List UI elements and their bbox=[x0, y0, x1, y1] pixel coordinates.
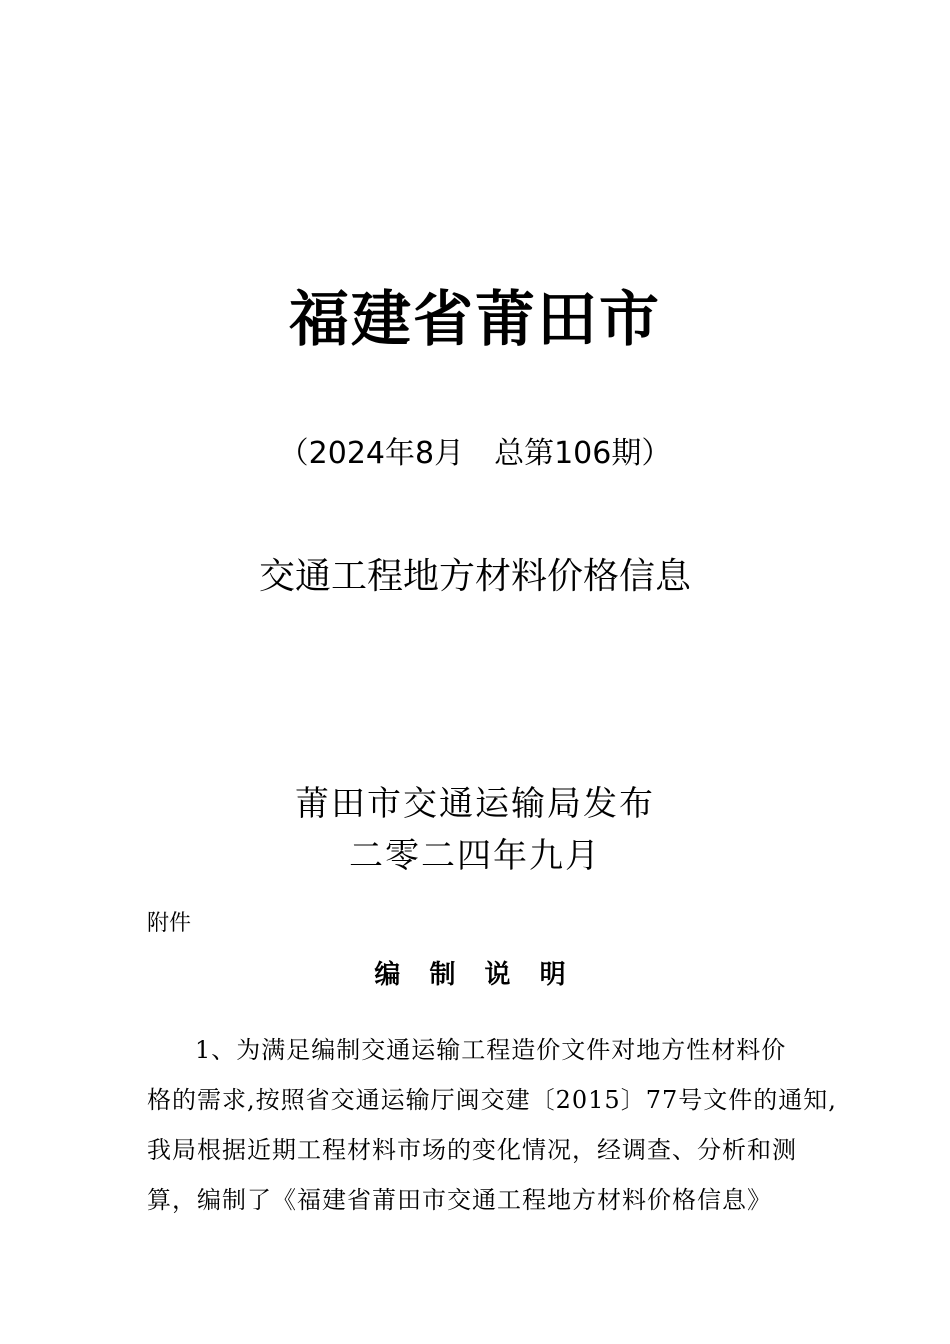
publication-date: 二零二四年九月 bbox=[349, 836, 601, 876]
paragraph-line: 我局根据近期工程材料市场的变化情况，经调查、分析和测 bbox=[147, 1136, 797, 1164]
document-title: 福建省莆田市 bbox=[289, 285, 661, 355]
section-heading: 编 制 说 明 bbox=[374, 960, 576, 990]
document-subject: 交通工程地方材料价格信息 bbox=[258, 556, 691, 597]
issue-info: （2024年8月 总第106期） bbox=[278, 436, 672, 471]
attachment-label: 附件 bbox=[147, 911, 192, 936]
publisher-line: 莆田市交通运输局发布 bbox=[295, 784, 655, 824]
paragraph-line: 1、为满足编制交通运输工程造价文件对地方性材料价 bbox=[195, 1036, 787, 1064]
paragraph-line: 格的需求,按照省交通运输厅闽交建〔2015〕77号文件的通知, bbox=[147, 1086, 837, 1114]
body-paragraph bbox=[147, 1025, 837, 1225]
paragraph-line: 算，编制了《福建省莆田市交通工程地方材料价格信息》 bbox=[147, 1186, 772, 1214]
